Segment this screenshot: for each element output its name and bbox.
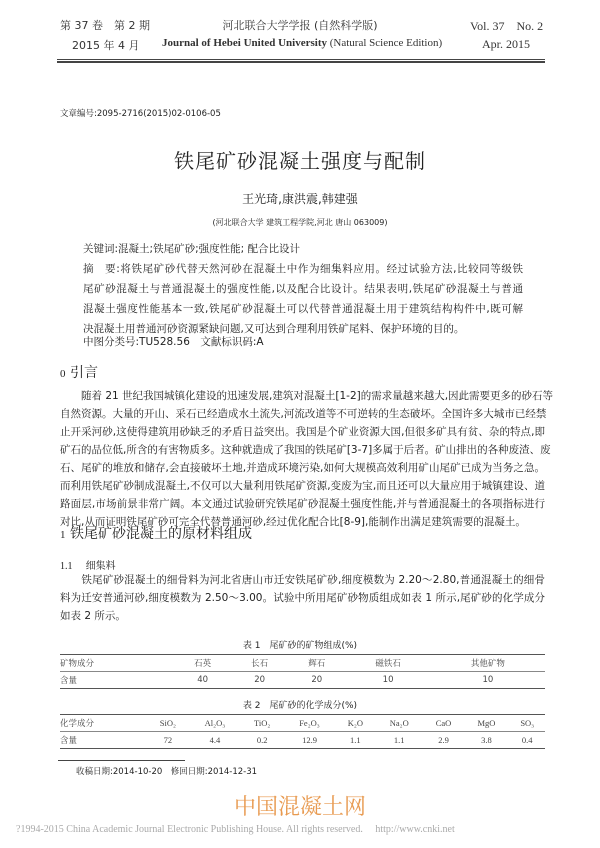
date-cn: 2015 年 4 月 (72, 39, 140, 52)
affiliation: (河北联合大学 建筑工程学院,河北 唐山 063009) (212, 218, 388, 227)
section-title: 引言 (69, 365, 98, 381)
table-header-cell: MgO (464, 715, 510, 732)
table-header-cell: 石英 (174, 655, 231, 672)
section-number: 1 (60, 529, 66, 541)
journal-title-en (162, 37, 442, 49)
table-header-cell: K₂O (336, 715, 375, 732)
table-cell: 10 (431, 672, 545, 689)
table-2 (60, 714, 545, 749)
body-line: 料为迁安普通河砂,细度模数为 2.50～3.00。试验中所用尾矿砂物质组成如表 1 所示,尾矿砂的化学成分 (60, 592, 545, 604)
abstract-line: 决混凝土用普通河砂资源紧缺问题,又可达到合理利用铁矿尾料、保护环境的目的。 (83, 323, 465, 335)
journal-name-en: Journal of Hebei United University (162, 37, 327, 49)
table-header-row (60, 655, 545, 672)
table-cell: 2.9 (424, 732, 464, 749)
subsection-title: 细集料 (85, 561, 116, 572)
subsection-number: 1.1 (60, 561, 73, 572)
header-rule (57, 59, 545, 63)
table-cell: 0.4 (509, 732, 545, 749)
table-cell: 20 (288, 672, 345, 689)
volume-cn: 第 37 卷 第 2 期 (60, 19, 150, 32)
watermark-logo: 中国混凝土网 (233, 795, 366, 820)
table-header-cell: 磁铁石 (345, 655, 431, 672)
subsection-heading (60, 557, 116, 572)
table-2-caption: 表 2 尾矿砂的化学成分(%) (242, 701, 358, 711)
table-1-caption: 表 1 尾矿砂的矿物组成(%) (242, 641, 358, 651)
table-header-cell: 化学成分 (60, 715, 147, 732)
table-header-cell: 辉石 (288, 655, 345, 672)
table-cell: 3.8 (464, 732, 510, 749)
table-1 (60, 654, 545, 689)
paper-title: 铁尾矿砂混凝土强度与配制 (174, 149, 426, 173)
table-cell: 72 (147, 732, 188, 749)
table-cell: 20 (231, 672, 288, 689)
body-line: 自然资源。大量的开山、采石已经造成水土流失,河流改道等不可逆转的生态破坏。全国许多大城市已经禁 (60, 408, 547, 420)
table-cell: 0.2 (241, 732, 283, 749)
table-header-cell: Fe₂O₃ (283, 715, 336, 732)
abstract-line: 尾矿砂混凝土与普通混凝土的强度性能,以及配合比设计。结果表明,铁尾矿砂混凝土与普通 (83, 283, 523, 295)
keywords: 关键词:混凝土;铁尾矿砂;强度性能; 配合比设计 (83, 243, 300, 255)
footnote-rule (58, 760, 185, 761)
body-line: 止开采河砂,这使得建筑用砂缺乏的矛盾日益突出。我国是个矿业资源大国,但很多矿具有贫、杂的特点,即 (60, 426, 545, 438)
copyright-notice: ?1994-2015 China Academic Journal Electronic Publishing House. All rights reserved. http://www.cnki.net (16, 824, 455, 835)
table-header-cell: 矿物成分 (60, 655, 174, 672)
body-line: 而利用铁尾矿砂制成混凝土,不仅可以大量利用铁尾矿资源,变废为宝,而且还可以大量应用于城镇建设、道 (60, 480, 545, 492)
table-cell: 含量 (60, 732, 147, 749)
table-header-cell: TiO₂ (241, 715, 283, 732)
table-row (60, 732, 545, 749)
table-cell: 40 (174, 672, 231, 689)
section-title: 铁尾矿砂混凝土的原材料组成 (69, 526, 252, 542)
table-header-cell: Na₂O (375, 715, 424, 732)
table-header-cell: 长石 (231, 655, 288, 672)
body-line: 路面层,市场前景非常广阔。本文通过试验研究铁尾矿砂混凝土强度性能,并与普通混凝土的各项指标进行 (60, 498, 545, 510)
table-cell: 4.4 (189, 732, 242, 749)
volume-en: Vol. 37 No. 2 (470, 19, 544, 33)
body-line: 矿石的品位低,所含的有害物质多。这种就造成了我国的铁尾矿[3-7]多属于后者。矿山排出的各种废渣、废 (60, 444, 551, 456)
table-cell: 含量 (60, 672, 174, 689)
body-line: 石、尾矿的堆放和储存,会直接破坏土地,并造成环境污染,如何大规模高效利用矿山尾矿已成为当务之急。 (60, 462, 545, 474)
body-line: 如表 2 所示。 (60, 610, 126, 622)
section-number: 0 (60, 368, 66, 380)
authors: 王光琦,康洪震,韩建强 (242, 192, 358, 206)
abstract-line: 摘 要:将铁尾矿砂代替天然河砂在混凝土中作为细集料应用。经过试验方法,比较同等级铁 (83, 263, 523, 275)
table-cell: 1.1 (375, 732, 424, 749)
table-header-cell: 其他矿物 (431, 655, 545, 672)
journal-edition-en: (Natural Science Edition) (329, 37, 443, 49)
table-cell: 12.9 (283, 732, 336, 749)
body-line: 铁尾矿砂混凝土的细骨料为河北省唐山市迁安铁尾矿砂,细度模数为 2.20～2.80,普通混凝土的细骨 (60, 574, 545, 586)
table-header-cell: CaO (424, 715, 464, 732)
table-cell: 1.1 (336, 732, 375, 749)
footnote-dates: 收稿日期:2014-10-20 修回日期:2014-12-31 (76, 767, 258, 777)
section-0-heading (60, 362, 98, 382)
table-cell: 10 (345, 672, 431, 689)
classification: 中图分类号:TU528.56 文献标识码:A (83, 336, 264, 348)
table-row (60, 672, 545, 689)
table-header-cell: SO₃ (509, 715, 545, 732)
body-line: 对比,从而证明铁尾矿砂可完全代替普通河砂,经过优化配合比[8-9],能制作出满足建筑需要的混凝土。 (60, 516, 526, 528)
abstract-line: 混凝土强度性能基本一致,铁尾矿砂混凝土可以代替普通混凝土用于建筑结构构件中,既可解 (83, 303, 523, 315)
journal-title-cn: 河北联合大学学报 (自然科学版) (222, 19, 378, 32)
article-number: 文章编号:2095-2716(2015)02-0106-05 (60, 109, 221, 119)
section-1-heading (60, 523, 252, 543)
date-en: Apr. 2015 (482, 37, 530, 51)
table-header-cell: SiO₂ (147, 715, 188, 732)
table-header-row (60, 715, 545, 732)
body-line: 随着 21 世纪我国城镇化建设的迅速发展,建筑对混凝土[1-2]的需求量越来越大,因此需要更多的砂石等 (60, 390, 554, 402)
table-header-cell: Al₂O₃ (189, 715, 242, 732)
